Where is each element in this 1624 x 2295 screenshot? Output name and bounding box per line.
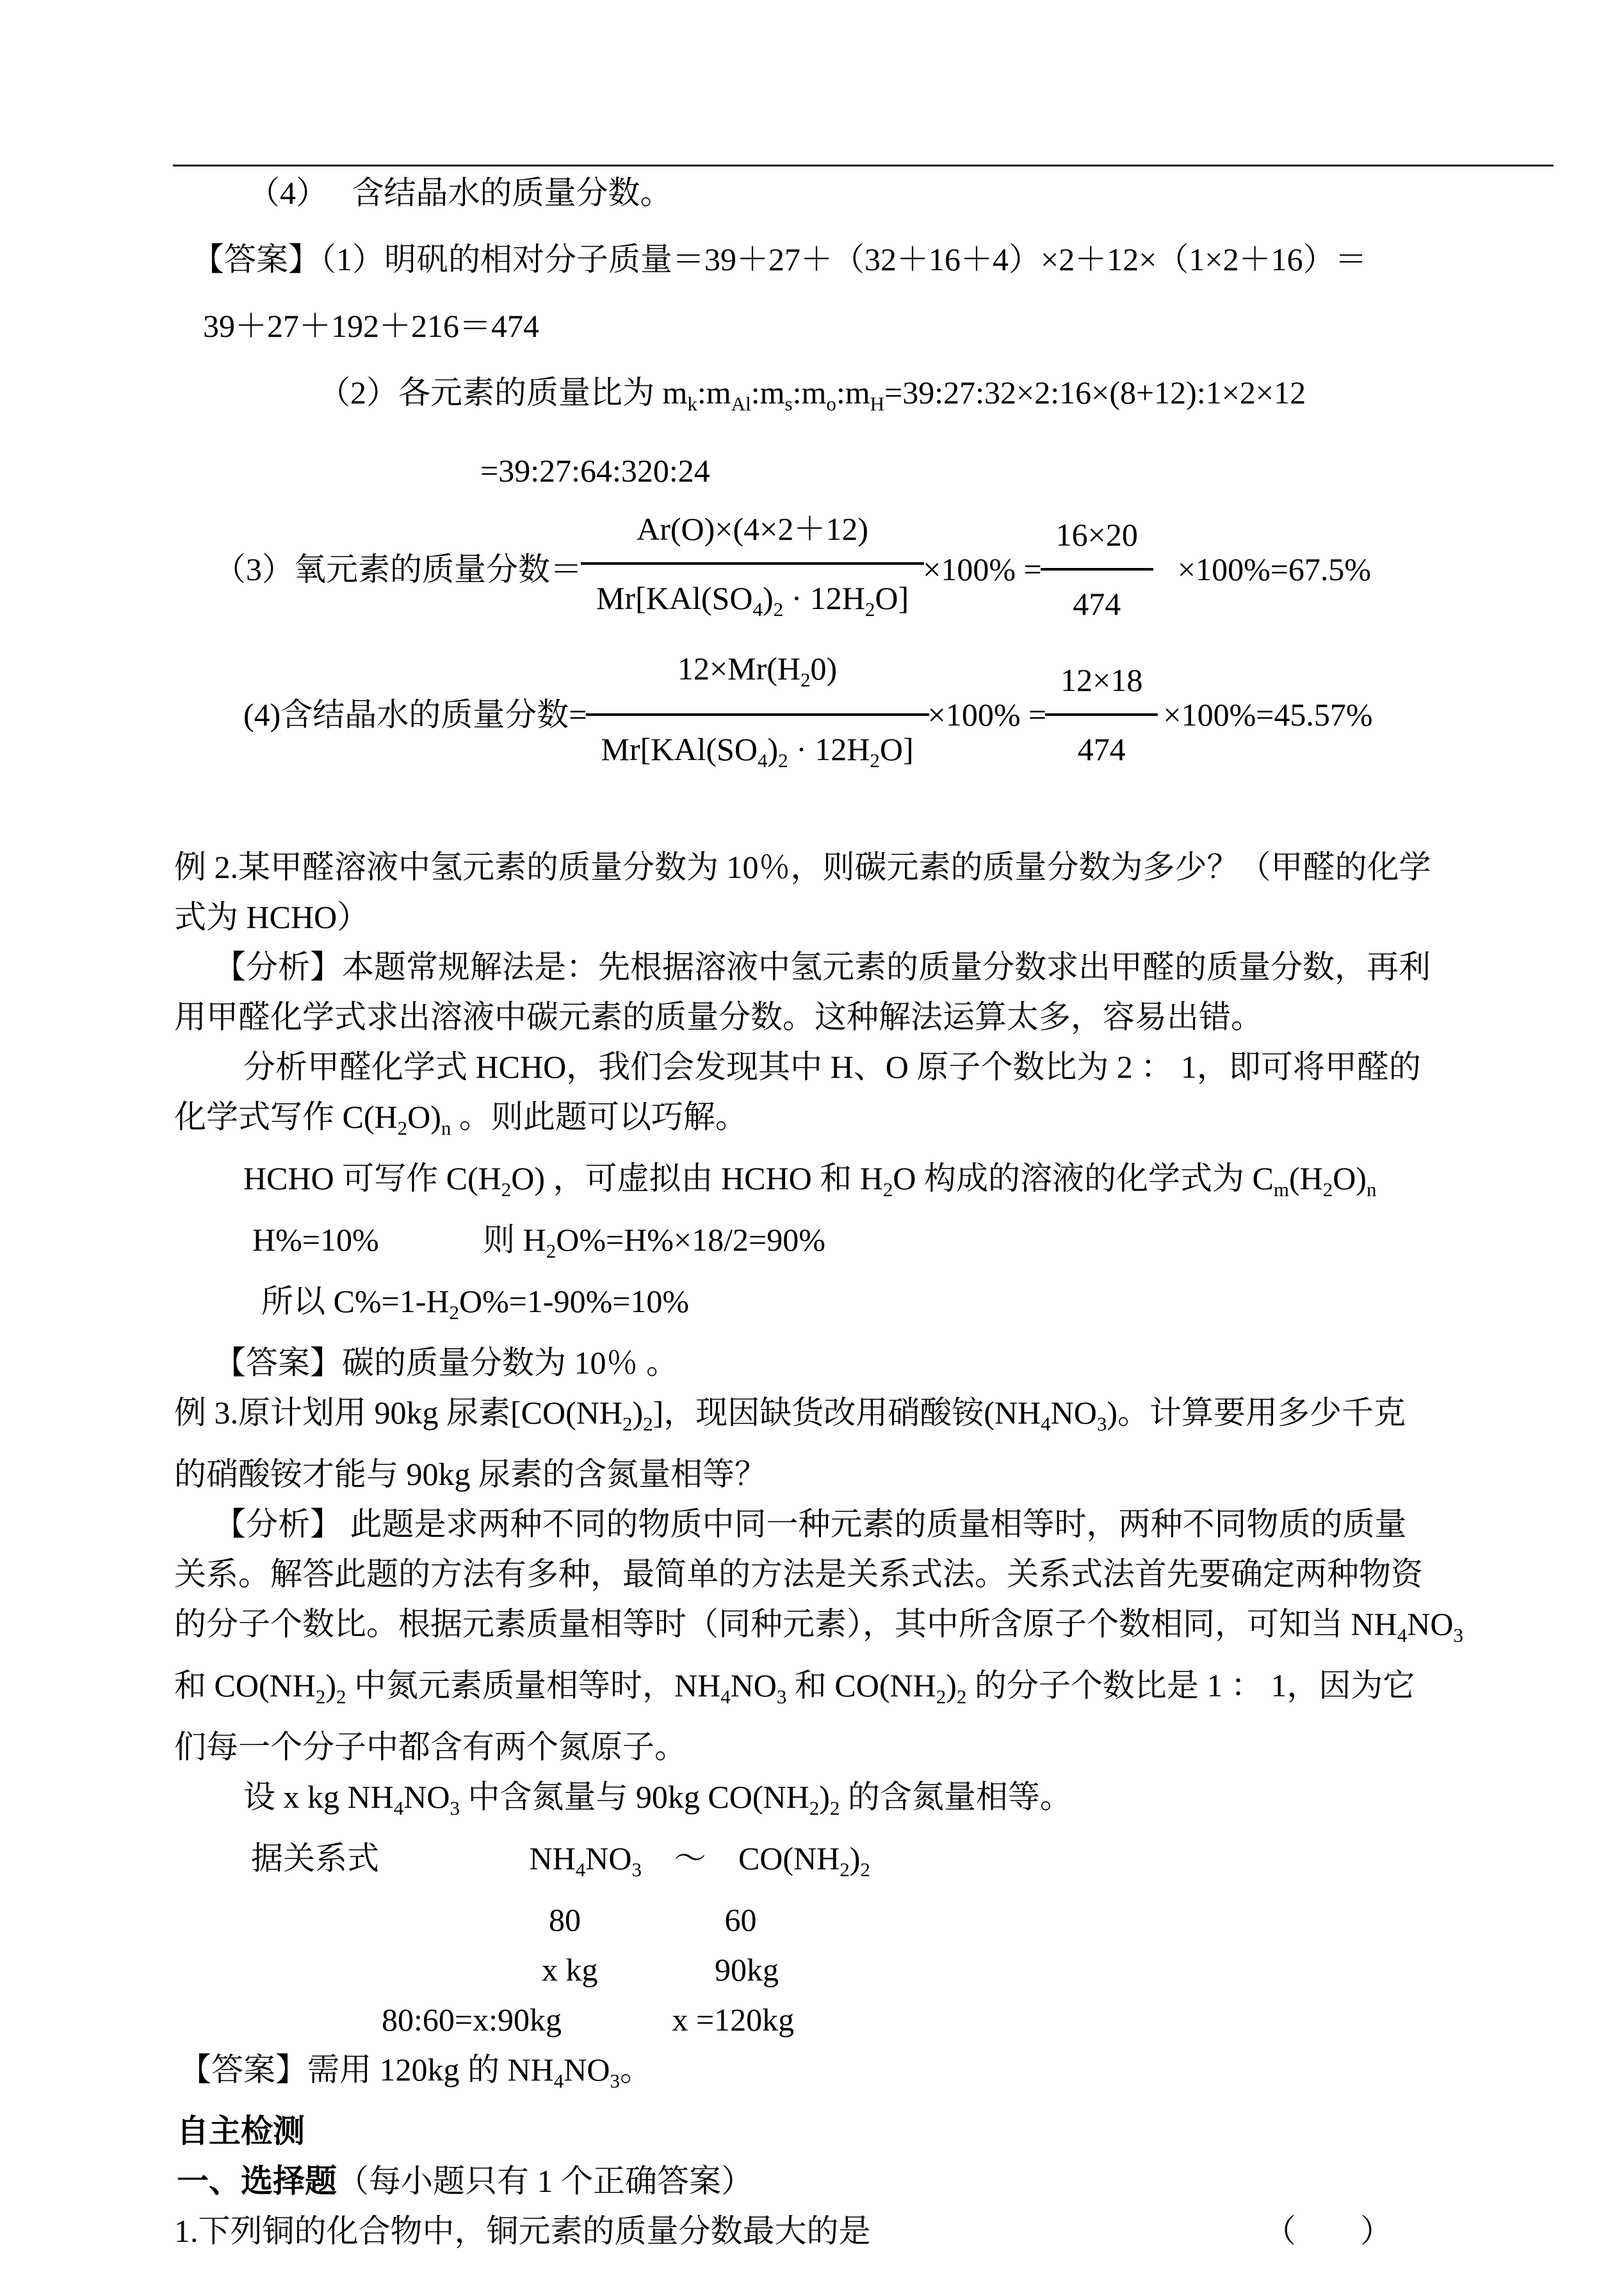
question-1-text: 1.下列铜的化合物中，铜元素的质量分数最大的是 (174, 2213, 871, 2249)
water-fraction-numeric (1055, 660, 1148, 770)
example3-answer: 【答案】需用 120kg 的 $NH_4NO_3$。 (179, 2052, 652, 2092)
relation-formula-1: $NH_4NO_3$ (529, 1840, 642, 1881)
water-fraction-result: ×100%=45.57% (1163, 697, 1373, 733)
example3-qty-row (174, 1945, 1552, 1995)
fraction-denominator: 474 (1077, 731, 1126, 767)
water-fraction-expr (596, 648, 919, 781)
section1-heading (177, 2156, 1552, 2206)
example2-analysis1: 【分析】本题常规解法是：先根据溶液中氢元素的质量分数求出甲醛的质量分数，再利 (214, 949, 1431, 985)
fraction-numerator: $12\times Mr(H_20)$ (677, 651, 838, 691)
example2-analysis4: 化学式写作 $C(H_2O)_n$ 。则此题可以巧解。 (174, 1099, 747, 1139)
example3-relation-row (251, 1833, 1552, 1895)
example3-line2: 的硝酸铵才能与 90kg 尿素的含氮量相等？ (174, 1456, 767, 1492)
fraction-bar (581, 562, 924, 565)
example3-mass-row (174, 1895, 1552, 1945)
answer-part1-sum: 39＋27＋192＋216＝474 (203, 308, 539, 344)
answer-part1-line: 【答案】（1）明矾的相对分子质量＝39＋27＋（32＋16＋4）×2＋12×（1×2＋16）＝ (192, 241, 1367, 277)
fraction-numerator: 12×18 (1060, 662, 1143, 698)
oxygen-fraction-expr (591, 508, 914, 630)
h-percent-value: H%=10% (252, 1222, 379, 1258)
fraction-bar (586, 713, 929, 716)
quantity-1: x kg (542, 1952, 598, 1988)
example3-analysis3: 的分子个数比。根据元素质量相等时（同种元素），其中所含原子个数相同，可知当 $NH_4NO_3$ (174, 1606, 1463, 1646)
fraction-bar (1045, 713, 1158, 716)
oxygen-fraction-equation (174, 508, 1552, 630)
example2-analysis5: HCHO 可写作 $C(H_2O)$ ，可虚拟由 HCHO 和 $H_2O$ 构成的溶液的化学式为 $C_m(H_2O)_n$ (243, 1160, 1377, 1201)
molar-mass-2: 60 (724, 1902, 757, 1938)
fraction-numerator: Ar(O)×(4×2＋12) (637, 511, 868, 547)
example3-line1: 例 3.原计划用 90kg 尿素$[CO(NH_2)_2]$，现因缺货改用硝酸铵$(NH_4NO_3)$。计算要用多少千克 (174, 1395, 1406, 1435)
example2-answer: 【答案】碳的质量分数为 10％ 。 (214, 1345, 678, 1381)
example3-analysis1: 【分析】 此题是求两种不同的物质中同一种元素的质量相等时，两种不同物质的质量 (214, 1506, 1407, 1542)
example2-h-line (252, 1215, 1552, 1276)
solution-value: x =120kg (672, 2002, 795, 2038)
example3-analysis5: 们每一个分子中都含有两个氮原子。 (174, 1729, 686, 1765)
question-1 (174, 2206, 1552, 2256)
proportion-expression: 80:60=x:90kg (382, 2002, 562, 2038)
example2-line1: 例 2.某甲醛溶液中氢元素的质量分数为 10％，则碳元素的质量分数为多少？（甲醛的化学 (174, 849, 1431, 885)
h2o-percent-derivation: 则 $H_2O\%=H\%\times 18/2=90\%$ (483, 1222, 825, 1262)
fraction-denominator: 474 (1073, 586, 1121, 622)
example3-setup: 设 x kg $NH_4NO_3$ 中含氮量与 90kg $CO(NH_2)_2$ 的含氮量相等。 (243, 1779, 1072, 1819)
oxygen-fraction-result: ×100%=67.5% (1177, 551, 1372, 587)
example3-analysis2: 关系。解答此题的方法有多种，最简单的方法是关系式法。关系式法首先要确定两种物资 (174, 1556, 1423, 1592)
oxygen-fraction-label: （3）氧元素的质量分数＝ (214, 551, 582, 587)
molar-mass-1: 80 (549, 1902, 581, 1938)
example2-analysis3: 分析甲醛化学式 HCHO，我们会发现其中 H、O 原子个数比为 2 ： 1，即可将甲醛的 (243, 1049, 1421, 1085)
item4-heading: （4） 含结晶水的质量分数。 (248, 175, 672, 211)
fraction-denominator: $Mr[KAl(SO_4)_2 \cdot 12H_2O]$ (601, 731, 914, 772)
example2-c-line: 所以 $C\%=1-H_2O\%=1-90\%=10\%$ (261, 1283, 690, 1324)
tilde-symbol: ～ (674, 1840, 706, 1876)
oxygen-fraction-numeric (1051, 514, 1143, 624)
answer-part2-result: =39:27:64:320:24 (480, 453, 710, 489)
example3-analysis4: 和 $CO(NH_2)_2$ 中氮元素质量相等时，$NH_4NO_3$ 和 $CO(NH_2)_2$ 的分子个数比是 1 ： 1，因为它 (174, 1667, 1415, 1708)
fraction-denominator: $Mr[KAl(SO_4)_2 \cdot 12H_2O]$ (596, 580, 909, 620)
fraction-bar (1041, 568, 1153, 571)
section1-note: （每小题只有 1 个正确答案） (337, 2163, 753, 2199)
self-test-heading: 自主检测 (177, 2113, 305, 2149)
relation-label: 据关系式 (251, 1840, 379, 1876)
header-divider-rule (173, 165, 1554, 166)
water-fraction-equation (174, 648, 1552, 781)
answer-part2-ratio: （2）各元素的质量比为 $m_k:m_{Al}:m_s:m_o:m_H=39:27:32\times 2:16\times(8+12):1\times 2\times 12$ (318, 375, 1306, 415)
example2-analysis2: 用甲醛化学式求出溶液中碳元素的质量分数。这种解法运算太多，容易出错。 (174, 999, 1263, 1035)
example2-line2: 式为 HCHO） (174, 899, 369, 935)
water-fraction-label: (4)含结晶水的质量分数= (243, 697, 587, 733)
section1-title: 一、选择题 (177, 2163, 337, 2199)
question-1-answer-bracket: （ ） (1264, 2213, 1392, 2249)
times-100-equals: ×100% = (923, 551, 1042, 587)
document-content (174, 168, 1552, 2256)
times-100-equals: ×100% = (927, 697, 1047, 733)
fraction-numerator: 16×20 (1055, 517, 1138, 553)
quantity-2: 90kg (715, 1952, 779, 1988)
relation-formula-2: $CO(NH_2)_2$ (738, 1840, 870, 1881)
example3-solve-row (174, 1995, 1552, 2045)
